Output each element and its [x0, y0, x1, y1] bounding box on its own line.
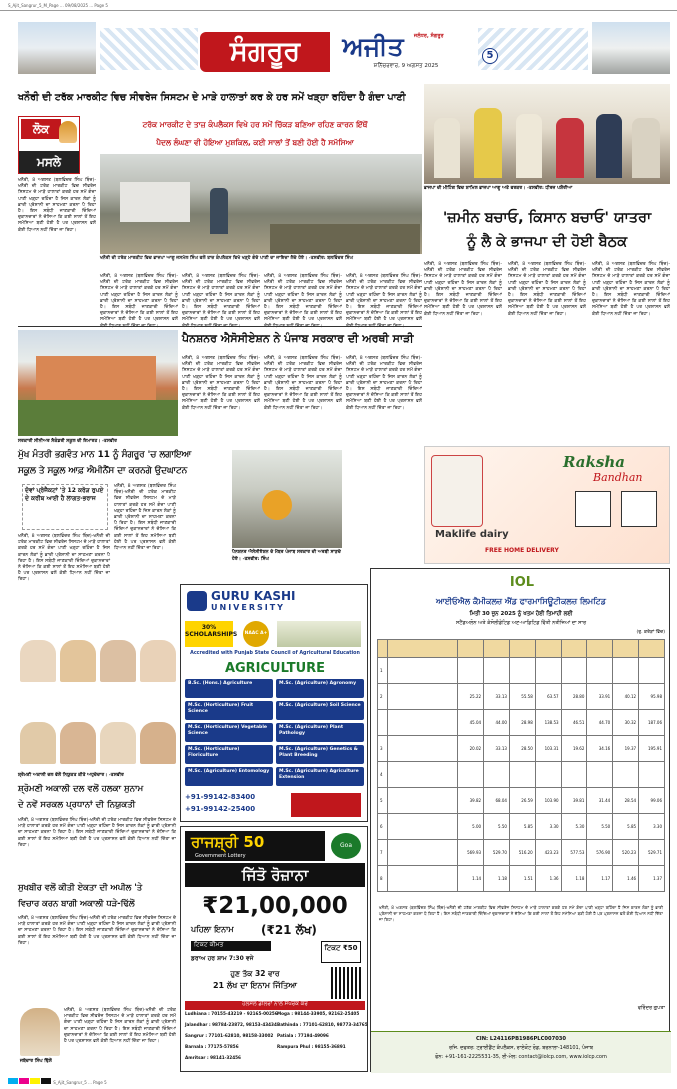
table-cell [484, 658, 510, 684]
table-row [378, 762, 665, 788]
table-cell: 1.37 [639, 866, 665, 892]
printer-strip: S_Ajit_Sangrur_5_M_Page ... 09/08/2025 ... Page 5 [8, 3, 108, 8]
gku-name: GURU KASHI [211, 589, 296, 603]
table-cell [388, 684, 458, 710]
badge-bottom: ਮਸਲੇ [19, 151, 79, 173]
school-photo [18, 330, 178, 436]
lottery-prizes-1: ਹੁਣ ਤੱਕ 32 ਵਾਰ [230, 969, 280, 978]
meeting-photo [424, 84, 670, 184]
table-cell: 187.06 [639, 710, 665, 736]
table-cell [388, 710, 458, 736]
table-cell: 40.12 [613, 684, 639, 710]
table-cell [458, 762, 484, 788]
table-cell: 516.20 [509, 840, 535, 866]
school-body-col-2: ਖਨੌਰੀ, 8 ਅਗਸਤ (ਬਲਵਿੰਦਰ ਸਿੰਘ ਥਿੰਦ)-ਖਨੌਰੀ ਦੀ ਟਰੱਕ ਮਾਰਕੀਟ ਵਿਚ ਸੀਵਰੇਜ ਸਿਸਟਮ ਦੇ ਮਾੜੇ ਹਾਲਾਤਾਂ ਕਰਕੇ ਹਰ ਸਮੇਂ ਗੰਦਾ ਪਾਣੀ ਖੜ੍ਹਾ ਰਹਿੰਦਾ ਹੈ ਜਿਸ ਕਾਰਨ ਲੋਕਾਂ ਨੂੰ ਭਾਰੀ ਪ੍ਰੇਸ਼ਾਨੀ ਦਾ ਸਾਹਮਣਾ ਕਰਨਾ ਪੈ ਰਿਹਾ ਹੈ। ਇਸ ਸਬੰਧੀ ਜਾਣਕਾਰੀ ਦਿੰਦਿਆਂ ਦੁਕਾਨਦਾਰਾਂ ਨੇ ਦੱਸਿਆ ਕਿ ਕਈ ਸਾਲਾਂ ਤੋਂ ਇਹ ਸਮੱਸਿਆ ਬਣੀ ਹੋਈ ਹੈ ਪਰ ਪ੍ਰਸ਼ਾਸਨ ਵਲੋਂ ਕੋਈ ਧਿਆਨ ਨਹੀਂ ਦਿੱਤਾ ਜਾ ਰਿਹਾ। [114, 484, 176, 552]
table-cell: 28.80 [561, 684, 587, 710]
meeting-headline-1: 'ਜ਼ਮੀਨ ਬਚਾਓ, ਕਿਸਾਨ ਬਚਾਓ' ਯਾਤਰਾ [442, 210, 652, 226]
gku-naac: NAAC A+ [243, 621, 269, 647]
masthead-city: ਸੰਗਰੂਰ [200, 32, 330, 72]
table-row [378, 840, 665, 866]
table-cell: 45.04 [458, 710, 484, 736]
table-cell [535, 658, 561, 684]
gku-course-list [185, 679, 365, 791]
iol-footer-contact: ਫੋਨ: +91-161-2225531-35, ਈ-ਮੇਲ: contact@iolcp.com, www.iolcp.com [435, 1054, 607, 1060]
admission-banner [291, 793, 361, 817]
sukhbir-headline-1: ਸੁਖਬੀਰ ਵਲੋਂ ਕੀਤੀ ਏਕਤਾ ਦੀ ਅਪੀਲ 'ਤੇ [18, 882, 143, 892]
lottery-dealer-list [185, 1011, 368, 1071]
akali-body: ਖਨੌਰੀ, 8 ਅਗਸਤ (ਬਲਵਿੰਦਰ ਸਿੰਘ ਥਿੰਦ)-ਖਨੌਰੀ ਦੀ ਟਰੱਕ ਮਾਰਕੀਟ ਵਿਚ ਸੀਵਰੇਜ ਸਿਸਟਮ ਦੇ ਮਾੜੇ ਹਾਲਾਤਾਂ ਕਰਕੇ ਹਰ ਸਮੇਂ ਗੰਦਾ ਪਾਣੀ ਖੜ੍ਹਾ ਰਹਿੰਦਾ ਹੈ ਜਿਸ ਕਾਰਨ ਲੋਕਾਂ ਨੂੰ ਭਾਰੀ ਪ੍ਰੇਸ਼ਾਨੀ ਦਾ ਸਾਹਮਣਾ ਕਰਨਾ ਪੈ ਰਿਹਾ ਹੈ। ਇਸ ਸਬੰਧੀ ਜਾਣਕਾਰੀ ਦਿੰਦਿਆਂ ਦੁਕਾਨਦਾਰਾਂ ਨੇ ਦੱਸਿਆ ਕਿ ਕਈ ਸਾਲਾਂ ਤੋਂ ਇਹ ਸਮੱਸਿਆ ਬਣੀ ਹੋਈ ਹੈ ਪਰ ਪ੍ਰਸ਼ਾਸਨ ਵਲੋਂ ਕੋਈ ਧਿਆਨ ਨਹੀਂ ਦਿੱਤਾ ਜਾ ਰਿਹਾ। [18, 818, 176, 848]
person-shape [434, 118, 460, 178]
table-cell: 577.53 [561, 840, 587, 866]
table-cell: 3 [378, 736, 388, 762]
campus-image [277, 621, 361, 647]
badge-top: ਲੋਕ [21, 119, 61, 139]
akali-photo-caption: ਸ਼੍ਰੋਮਣੀ ਅਕਾਲੀ ਦਲ ਵੱਲੋਂ ਨਿਯੁਕਤ ਕੀਤੇ ਅਹੁਦੇਦਾਰ। -ਤਸਵੀਰ [18, 773, 124, 778]
table-cell: 3.30 [535, 814, 561, 840]
person-shape [632, 118, 660, 178]
gku-phone-2: +91-99142-25400 [185, 805, 256, 813]
page-number: 5 [482, 48, 498, 64]
meeting-headline-2: ਨੂੰ ਲੈ ਕੇ ਭਾਜਪਾ ਦੀ ਹੋਈ ਬੈਠਕ [466, 234, 628, 250]
divider [0, 10, 677, 11]
table-cell [561, 658, 587, 684]
gku-course-item: M.Sc. (Agriculture) Plant Pathology [276, 723, 364, 742]
school-bullet [22, 484, 108, 530]
table-cell: 20.02 [458, 736, 484, 762]
person-shape [556, 118, 584, 178]
table-cell: 19.37 [613, 736, 639, 762]
akali-photos [18, 638, 176, 770]
table-header-cell [535, 640, 561, 658]
table-header-cell [639, 640, 665, 658]
lottery-ticket: ਟਿਕਟ ₹50 [321, 941, 361, 963]
person-shape [210, 188, 228, 234]
sukhbir-headline-2: ਵਿਚਾਰ ਕਰਨ ਬਾਗੀ ਅਕਾਲੀ ਧੜੇ-ਢਿੱਲੋਂ [18, 898, 135, 908]
sukhbir-portrait [20, 1008, 60, 1056]
table-cell [388, 814, 458, 840]
table-cell: 5.50 [484, 814, 510, 840]
table-cell: 33.13 [484, 736, 510, 762]
lead-body-col-2: ਖਨੌਰੀ, 8 ਅਗਸਤ (ਬਲਵਿੰਦਰ ਸਿੰਘ ਥਿੰਦ)-ਖਨੌਰੀ ਦੀ ਟਰੱਕ ਮਾਰਕੀਟ ਵਿਚ ਸੀਵਰੇਜ ਸਿਸਟਮ ਦੇ ਮਾੜੇ ਹਾਲਾਤਾਂ ਕਰਕੇ ਹਰ ਸਮੇਂ ਗੰਦਾ ਪਾਣੀ ਖੜ੍ਹਾ ਰਹਿੰਦਾ ਹੈ ਜਿਸ ਕਾਰਨ ਲੋਕਾਂ ਨੂੰ ਭਾਰੀ ਪ੍ਰੇਸ਼ਾਨੀ ਦਾ ਸਾਹਮਣਾ ਕਰਨਾ ਪੈ ਰਿਹਾ ਹੈ। ਇਸ ਸਬੰਧੀ ਜਾਣਕਾਰੀ ਦਿੰਦਿਆਂ ਦੁਕਾਨਦਾਰਾਂ ਨੇ ਦੱਸਿਆ ਕਿ ਕਈ ਸਾਲਾਂ ਤੋਂ ਇਹ ਸਮੱਸਿਆ ਬਣੀ ਹੋਈ ਹੈ ਪਰ ਪ੍ਰਸ਼ਾਸਨ ਵਲੋਂ [100, 274, 178, 323]
table-cell [388, 840, 458, 866]
lottery-first: ਪਹਿਲਾ ਇਨਾਮ [191, 925, 234, 934]
table-cell: 4 [378, 762, 388, 788]
raksha-text: Raksha [563, 453, 625, 471]
lead-body-col-5: ਖਨੌਰੀ, 8 ਅਗਸਤ (ਬਲਵਿੰਦਰ ਸਿੰਘ ਥਿੰਦ)-ਖਨੌਰੀ ਦੀ ਟਰੱਕ ਮਾਰਕੀਟ ਵਿਚ ਸੀਵਰੇਜ ਸਿਸਟਮ ਦੇ ਮਾੜੇ ਹਾਲਾਤਾਂ ਕਰਕੇ ਹਰ ਸਮੇਂ ਗੰਦਾ ਪਾਣੀ ਖੜ੍ਹਾ ਰਹਿੰਦਾ ਹੈ ਜਿਸ ਕਾਰਨ ਲੋਕਾਂ ਨੂੰ ਭਾਰੀ ਪ੍ਰੇਸ਼ਾਨੀ ਦਾ ਸਾਹਮਣਾ ਕਰਨਾ ਪੈ ਰਿਹਾ ਹੈ। ਇਸ ਸਬੰਧੀ ਜਾਣਕਾਰੀ ਦਿੰਦਿਆਂ ਦੁਕਾਨਦਾਰਾਂ ਨੇ ਦੱਸਿਆ ਕਿ ਕਈ ਸਾਲਾਂ ਤੋਂ ਇਹ ਸਮੱਸਿਆ ਬਣੀ ਹੋਈ ਹੈ ਪਰ ਪ੍ਰਸ਼ਾਸਨ ਵਲੋਂ [346, 274, 422, 323]
table-cell: 39.81 [561, 788, 587, 814]
table-cell: 103.31 [535, 736, 561, 762]
pension-headline: ਪੈਨਸ਼ਨਰ ਐਸੋਸੀਏਸ਼ਨ ਨੇ ਪੰਜਾਬ ਸਰਕਾਰ ਦੀ ਅਰਥੀ ਸਾੜੀ [182, 332, 414, 345]
table-cell: 30.32 [613, 710, 639, 736]
portrait [140, 640, 176, 682]
table-header-cell [587, 640, 613, 658]
portrait [100, 640, 136, 682]
table-cell: 1.46 [613, 866, 639, 892]
table-cell [388, 866, 458, 892]
meeting-body-col-1: ਖਨੌਰੀ, 8 ਅਗਸਤ (ਬਲਵਿੰਦਰ ਸਿੰਘ ਥਿੰਦ)-ਖਨੌਰੀ ਦੀ ਟਰੱਕ ਮਾਰਕੀਟ ਵਿਚ ਸੀਵਰੇਜ ਸਿਸਟਮ ਦੇ ਮਾੜੇ ਹਾਲਾਤਾਂ ਕਰਕੇ ਹਰ ਸਮੇਂ ਗੰਦਾ ਪਾਣੀ ਖੜ੍ਹਾ ਰਹਿੰਦਾ ਹੈ ਜਿਸ ਕਾਰਨ ਲੋਕਾਂ ਨੂੰ ਭਾਰੀ ਪ੍ਰੇਸ਼ਾਨੀ ਦਾ ਸਾਹਮਣਾ ਕਰਨਾ ਪੈ ਰਿਹਾ ਹੈ। ਇਸ ਸਬੰਧੀ ਜਾਣਕਾਰੀ ਦਿੰਦਿਆਂ ਦੁਕਾਨਦਾਰਾਂ ਨੇ ਦੱਸਿਆ ਕਿ ਕਈ ਸਾਲਾਂ ਤੋਂ ਇਹ ਸਮੱਸਿਆ ਬਣੀ ਹੋਈ ਹੈ ਪਰ ਪ੍ਰਸ਼ਾਸਨ ਵਲੋਂ ਕੋਈ ਧਿਆਨ ਨਹੀਂ ਦਿੱਤਾ ਜਾ ਰਿਹਾ। [424, 262, 502, 317]
lead-deck-2: ਪੈਦਲ ਲੰਘਣਾ ਵੀ ਹੋਇਆ ਮੁਸ਼ਕਿਲ, ਕਈ ਸਾਲਾਂ ਤੋਂ ਬਣੀ ਹੋਈ ਹੈ ਸਮੱਸਿਆ [156, 138, 354, 147]
table-cell: 195.91 [639, 736, 665, 762]
lead-photo [100, 154, 422, 254]
table-cell: 6 [378, 814, 388, 840]
lottery-dealer-line: Moga : 98144-33905, 92162-25405 [277, 1011, 360, 1016]
akali-headline-1: ਸ਼੍ਰੋਮਣੀ ਅਕਾਲੀ ਦਲ ਵਲੋਂ ਹਲਕਾ ਸੁਨਾਮ [18, 784, 144, 794]
masthead-photo-right [592, 22, 670, 74]
table-cell [561, 762, 587, 788]
gku-scholar: 30% SCHOLARSHIPS [185, 621, 233, 647]
meeting-body-col-3: ਖਨੌਰੀ, 8 ਅਗਸਤ (ਬਲਵਿੰਦਰ ਸਿੰਘ ਥਿੰਦ)-ਖਨੌਰੀ ਦੀ ਟਰੱਕ ਮਾਰਕੀਟ ਵਿਚ ਸੀਵਰੇਜ ਸਿਸਟਮ ਦੇ ਮਾੜੇ ਹਾਲਾਤਾਂ ਕਰਕੇ ਹਰ ਸਮੇਂ ਗੰਦਾ ਪਾਣੀ ਖੜ੍ਹਾ ਰਹਿੰਦਾ ਹੈ ਜਿਸ ਕਾਰਨ ਲੋਕਾਂ ਨੂੰ ਭਾਰੀ ਪ੍ਰੇਸ਼ਾਨੀ ਦਾ ਸਾਹਮਣਾ ਕਰਨਾ ਪੈ ਰਿਹਾ ਹੈ। ਇਸ ਸਬੰਧੀ ਜਾਣਕਾਰੀ ਦਿੰਦਿਆਂ ਦੁਕਾਨਦਾਰਾਂ ਨੇ ਦੱਸਿਆ ਕਿ ਕਈ ਸਾਲਾਂ ਤੋਂ ਇਹ ਸਮੱਸਿਆ ਬਣੀ ਹੋਈ ਹੈ ਪਰ ਪ੍ਰਸ਼ਾਸਨ ਵਲੋਂ ਕੋਈ ਧਿਆਨ ਨਹੀਂ ਦਿੱਤਾ ਜਾ ਰਿਹਾ। [592, 262, 670, 317]
lottery-prizes-2: 21 ਲੱਖ ਦਾ ਇਨਾਮ ਜਿੱਤਿਆ [212, 981, 298, 990]
qr-code-icon [621, 491, 657, 527]
gku-course-item: M.Sc. (Agriculture) Soil Science [276, 701, 364, 720]
iol-notes: ਖਨੌਰੀ, 8 ਅਗਸਤ (ਬਲਵਿੰਦਰ ਸਿੰਘ ਥਿੰਦ)-ਖਨੌਰੀ ਦੀ ਟਰੱਕ ਮਾਰਕੀਟ ਵਿਚ ਸੀਵਰੇਜ ਸਿਸਟਮ ਦੇ ਮਾੜੇ ਹਾਲਾਤਾਂ ਕਰਕੇ ਹਰ ਸਮੇਂ ਗੰਦਾ ਪਾਣੀ ਖੜ੍ਹਾ ਰਹਿੰਦਾ ਹੈ ਜਿਸ ਕਾਰਨ ਲੋਕਾਂ ਨੂੰ ਭਾਰੀ ਪ੍ਰੇਸ਼ਾਨੀ ਦਾ ਸਾਹਮਣਾ ਕਰਨਾ ਪੈ ਰਿਹਾ ਹੈ। ਇਸ ਸਬੰਧੀ ਜਾਣਕਾਰੀ ਦਿੰਦਿਆਂ ਦੁਕਾਨਦਾਰਾਂ ਨੇ ਦੱਸਿਆ ਕਿ ਕਈ ਸਾਲਾਂ ਤੋਂ ਇਹ ਸਮੱਸਿਆ ਬਣੀ ਹੋਈ ਹੈ ਪਰ ਪ੍ਰਸ਼ਾਸਨ ਵਲੋਂ ਕੋਈ ਧਿਆਨ ਨਹੀਂ ਦਿੱਤਾ ਜਾ ਰਿਹਾ। [379, 905, 663, 922]
table-cell: 44.70 [587, 710, 613, 736]
masthead-date: ਸ਼ਨਿੱਚਰਵਾਰ, 9 ਅਗਸਤ 2025 [373, 63, 439, 69]
school-body-col-1: ਖਨੌਰੀ, 8 ਅਗਸਤ (ਬਲਵਿੰਦਰ ਸਿੰਘ ਥਿੰਦ)-ਖਨੌਰੀ ਦੀ ਟਰੱਕ ਮਾਰਕੀਟ ਵਿਚ ਸੀਵਰੇਜ ਸਿਸਟਮ ਦੇ ਮਾੜੇ ਹਾਲਾਤਾਂ ਕਰਕੇ ਹਰ ਸਮੇਂ ਗੰਦਾ ਪਾਣੀ ਖੜ੍ਹਾ ਰਹਿੰਦਾ ਹੈ ਜਿਸ ਕਾਰਨ ਲੋਕਾਂ ਨੂੰ ਭਾਰੀ ਪ੍ਰੇਸ਼ਾਨੀ ਦਾ ਸਾਹਮਣਾ ਕਰਨਾ ਪੈ ਰਿਹਾ ਹੈ। ਇਸ ਸਬੰਧੀ ਜਾਣਕਾਰੀ ਦਿੰਦਿਆਂ ਦੁਕਾਨਦਾਰਾਂ ਨੇ ਦੱਸਿਆ ਕਿ ਕਈ ਸਾਲਾਂ ਤੋਂ ਇਹ ਸਮੱਸਿਆ ਬਣੀ ਹੋਈ ਹੈ ਪਰ ਪ੍ਰਸ਼ਾਸਨ ਵਲੋਂ ਕੋਈ ਧਿਆਨ ਨਹੀਂ ਦਿੱਤਾ ਜਾ ਰਿਹਾ। [18, 534, 110, 583]
table-cell: 46.51 [561, 710, 587, 736]
sukhbir-body-2: ਖਨੌਰੀ, 8 ਅਗਸਤ (ਬਲਵਿੰਦਰ ਸਿੰਘ ਥਿੰਦ)-ਖਨੌਰੀ ਦੀ ਟਰੱਕ ਮਾਰਕੀਟ ਵਿਚ ਸੀਵਰੇਜ ਸਿਸਟਮ ਦੇ ਮਾੜੇ ਹਾਲਾਤਾਂ ਕਰਕੇ ਹਰ ਸਮੇਂ ਗੰਦਾ ਪਾਣੀ ਖੜ੍ਹਾ ਰਹਿੰਦਾ ਹੈ ਜਿਸ ਕਾਰਨ ਲੋਕਾਂ ਨੂੰ ਭਾਰੀ ਪ੍ਰੇਸ਼ਾਨੀ ਦਾ ਸਾਹਮਣਾ ਕਰਨਾ ਪੈ ਰਿਹਾ ਹੈ। ਇਸ ਸਬੰਧੀ ਜਾਣਕਾਰੀ ਦਿੰਦਿਆਂ ਦੁਕਾਨਦਾਰਾਂ ਨੇ ਦੱਸਿਆ ਕਿ ਕਈ ਸਾਲਾਂ ਤੋਂ ਇਹ ਸਮੱਸਿਆ ਬਣੀ ਹੋਈ ਹੈ ਪਰ ਪ੍ਰਸ਼ਾਸਨ ਵਲੋਂ ਕੋਈ ਧਿਆਨ ਨਹੀਂ ਦਿੱਤਾ ਜਾ ਰਿਹਾ। [64, 1008, 176, 1045]
table-cell [639, 762, 665, 788]
gku-course-item: M.Sc. (Agriculture) Agronomy [276, 679, 364, 698]
iol-logo: IOL [509, 575, 535, 590]
gku-name-2: UNIVERSITY [211, 603, 285, 612]
table-row [378, 736, 665, 762]
divider [18, 326, 422, 327]
gku-course-item: M.Sc. (Agriculture) Entomology [185, 767, 273, 786]
bullet-text: ਦੋਵਾਂ ਪ੍ਰੋਜੈਕਟਾਂ 'ਤੇ 12 ਕਰੋੜ ਰੁਪਏ ਦੇ ਕਰੀਬ ਆਈ ਹੈ ਲਾਗਤ-ਭਰਾਜ [25, 487, 104, 502]
portrait [60, 640, 96, 682]
gku-phone-1: +91-99142-83400 [185, 793, 256, 801]
sukhbir-caption: ਜਥੇਦਾਰ ਸਿੰਘ ਢਿੱਲੋਂ [20, 1059, 52, 1064]
lead-photo-caption: ਖਨੌਰੀ ਦੀ ਟਰੱਕ ਮਾਰਕੀਟ ਵਿਚ ਭਾਜਪਾ ਆਗੂ ਜਸਮੇਲ ਸਿੰਘ ਵਲੋਂ ਤਾਜ਼ ਕੰਪਲੈਕਸ ਵਿਖੇ ਖੜ੍ਹੇ ਗੰਦੇ ਪਾਣੀ ਦਾ ਜਾਇਜ਼ਾ ਲੈਂਦੇ ਹੋਏ। -ਤਸਵੀਰ: ਬਲਵਿੰਦਰ ਸਿੰਘ [100, 256, 354, 261]
table-row [378, 710, 665, 736]
iol-footer-cin: CIN: L24116PB1986PLC007030 [475, 1036, 567, 1042]
table-row [378, 788, 665, 814]
table-cell [587, 658, 613, 684]
table-cell: 5.00 [458, 814, 484, 840]
table-cell [458, 658, 484, 684]
table-cell: 1.14 [458, 866, 484, 892]
iol-results-table [377, 639, 665, 892]
lead-headline [18, 92, 418, 110]
table-cell: 19.62 [561, 736, 587, 762]
masthead-pattern-left [100, 28, 198, 70]
black-swatch [41, 1078, 51, 1084]
masthead [0, 14, 677, 76]
table-cell: 44.00 [484, 710, 510, 736]
delivery-text: FREE HOME DELIVERY [485, 547, 559, 554]
pension-photo [232, 450, 342, 548]
meeting-photo-caption: ਭਾਜਪਾ ਦੀ ਮੀਟਿੰਗ ਵਿਚ ਸ਼ਾਮਿਲ ਭਾਜਪਾ ਆਗੂ ਅਤੇ ਵਰਕਰ। -ਤਸਵੀਰ: ਧੀਰਜ ਪਸ਼ੌਰੀਆ [424, 186, 573, 191]
table-cell: 31.44 [587, 788, 613, 814]
university-logo-icon [187, 591, 207, 611]
table-cell: 5.85 [613, 814, 639, 840]
table-cell: 33.91 [587, 684, 613, 710]
iol-signatory: ਵਰਿੰਦਰ ਗੁਪਤਾ [637, 1005, 665, 1011]
table-cell: 39.82 [458, 788, 484, 814]
lottery-brand: ਰਾਜਸ਼੍ਰੀ 50 [185, 831, 325, 853]
masthead-photo-left [18, 22, 96, 74]
iol-period: ਮਿਤੀ 30 ਜੂਨ 2025 ਨੂੰ ਖਤਮ ਹੋਈ ਤਿਮਾਹੀ ਲਈ [469, 611, 573, 617]
cyan-swatch [8, 1078, 18, 1084]
puddle-shape [270, 224, 420, 254]
lottery-dealer-line: Patiala : 77194-49096 [277, 1033, 329, 1038]
table-cell [613, 658, 639, 684]
iol-ad [370, 568, 670, 1072]
pension-body-col-3: ਖਨੌਰੀ, 8 ਅਗਸਤ (ਬਲਵਿੰਦਰ ਸਿੰਘ ਥਿੰਦ)-ਖਨੌਰੀ ਦੀ ਟਰੱਕ ਮਾਰਕੀਟ ਵਿਚ ਸੀਵਰੇਜ ਸਿਸਟਮ ਦੇ ਮਾੜੇ ਹਾਲਾਤਾਂ ਕਰਕੇ ਹਰ ਸਮੇਂ ਗੰਦਾ ਪਾਣੀ ਖੜ੍ਹਾ ਰਹਿੰਦਾ ਹੈ ਜਿਸ ਕਾਰਨ ਲੋਕਾਂ ਨੂੰ ਭਾਰੀ ਪ੍ਰੇਸ਼ਾਨੀ ਦਾ ਸਾਹਮਣਾ ਕਰਨਾ ਪੈ ਰਿਹਾ ਹੈ। ਇਸ ਸਬੰਧੀ ਜਾਣਕਾਰੀ ਦਿੰਦਿਆਂ ਦੁਕਾਨਦਾਰਾਂ ਨੇ ਦੱਸਿਆ ਕਿ ਕਈ ਸਾਲਾਂ ਤੋਂ ਇਹ ਸਮੱਸਿਆ ਬਣੀ ਹੋਈ ਹੈ ਪਰ ਪ੍ਰਸ਼ਾਸਨ ਵਲੋਂ ਕੋਈ ਧਿਆਨ ਨਹੀਂ ਦਿੱਤਾ ਜਾ ਰਿਹਾ। [346, 356, 422, 411]
iol-footer-address: ਰਜਿ. ਦਫਤਰ: ਟ੍ਰਾਈਡੈਂਟ ਕੰਪਲੈਕਸ, ਰਾਏਕੋਟ ਰੋਡ, ਬਰਨਾਲਾ-148101, ਪੰਜਾਬ [449, 1045, 593, 1051]
masthead-sub: ਜਲੰਧਰ, ਸੰਗਰੂਰ [414, 33, 444, 39]
table-cell: 55.58 [509, 684, 535, 710]
person-shape [474, 108, 502, 178]
table-cell: 1.51 [509, 866, 535, 892]
lead-body-col-3: ਖਨੌਰੀ, 8 ਅਗਸਤ (ਬਲਵਿੰਦਰ ਸਿੰਘ ਥਿੰਦ)-ਖਨੌਰੀ ਦੀ ਟਰੱਕ ਮਾਰਕੀਟ ਵਿਚ ਸੀਵਰੇਜ ਸਿਸਟਮ ਦੇ ਮਾੜੇ ਹਾਲਾਤਾਂ ਕਰਕੇ ਹਰ ਸਮੇਂ ਗੰਦਾ ਪਾਣੀ ਖੜ੍ਹਾ ਰਹਿੰਦਾ ਹੈ ਜਿਸ ਕਾਰਨ ਲੋਕਾਂ ਨੂੰ ਭਾਰੀ ਪ੍ਰੇਸ਼ਾਨੀ ਦਾ ਸਾਹਮਣਾ ਕਰਨਾ ਪੈ ਰਿਹਾ ਹੈ। ਇਸ ਸਬੰਧੀ ਜਾਣਕਾਰੀ ਦਿੰਦਿਆਂ ਦੁਕਾਨਦਾਰਾਂ ਨੇ ਦੱਸਿਆ ਕਿ ਕਈ ਸਾਲਾਂ ਤੋਂ ਇਹ ਸਮੱਸਿਆ ਬਣੀ ਹੋਈ ਹੈ ਪਰ ਪ੍ਰਸ਼ਾਸਨ ਵਲੋਂ [182, 274, 260, 323]
dairy-brand: Maklife dairy [435, 529, 509, 540]
table-cell: 95.98 [639, 684, 665, 710]
lottery-draw: ਡਰਾਅ ਹਰ ਸ਼ਾਮ 7:30 ਵਜੇ [191, 955, 254, 962]
gku-title: AGRICULTURE [224, 661, 326, 676]
lead-body-col-1: ਖਨੌਰੀ, 8 ਅਗਸਤ (ਬਲਵਿੰਦਰ ਸਿੰਘ ਥਿੰਦ)-ਖਨੌਰੀ ਦੀ ਟਰੱਕ ਮਾਰਕੀਟ ਵਿਚ ਸੀਵਰੇਜ ਸਿਸਟਮ ਦੇ ਮਾੜੇ ਹਾਲਾਤਾਂ ਕਰਕੇ ਹਰ ਸਮੇਂ ਗੰਦਾ ਪਾਣੀ ਖੜ੍ਹਾ ਰਹਿੰਦਾ ਹੈ ਜਿਸ ਕਾਰਨ ਲੋਕਾਂ ਨੂੰ ਭਾਰੀ ਪ੍ਰੇਸ਼ਾਨੀ ਦਾ ਸਾਹਮਣਾ ਕਰਨਾ ਪੈ ਰਿਹਾ ਹੈ। ਇਸ ਸਬੰਧੀ ਜਾਣਕਾਰੀ ਦਿੰਦਿਆਂ ਦੁਕਾਨਦਾਰਾਂ ਨੇ ਦੱਸਿਆ ਕਿ ਕਈ ਸਾਲਾਂ ਤੋਂ ਇਹ ਸਮੱਸਿਆ ਬਣੀ ਹੋਈ ਹੈ ਪਰ ਪ੍ਰਸ਼ਾਸਨ ਵਲੋਂ ਕੋਈ ਧਿਆਨ ਨਹੀਂ ਦਿੱਤਾ ਜਾ ਰਿਹਾ। [18, 178, 96, 233]
lottery-dealers: ਹੋਲਸੇਲ ਡੀਲਰਾਂ ਨਾਲ ਸੰਪਰਕ ਕਰੋ [185, 1001, 365, 1010]
table-row [378, 866, 665, 892]
person-shape [596, 114, 622, 178]
table-cell: 1.17 [587, 866, 613, 892]
gku-course-item: B.Sc. (Hons.) Agriculture [185, 679, 273, 698]
table-cell: 1.18 [561, 866, 587, 892]
table-cell: 34.16 [587, 736, 613, 762]
school-photo-caption: ਸਰਕਾਰੀ ਸੀਨੀਅਰ ਸੈਕੰਡਰੀ ਸਕੂਲ ਦੀ ਇਮਾਰਤ। -ਤਸਵੀਰ [18, 439, 118, 444]
lottery-win-daily: ਜਿੱਤੋ ਰੋਜ਼ਾਨਾ [185, 863, 365, 887]
lottery-lakh: (₹21 ਲੱਖ) [261, 923, 317, 937]
person-shape [516, 114, 542, 178]
qr-code-icon [331, 967, 363, 999]
school-headline-2: ਸਕੂਲ ਤੇ ਸਕੂਲ ਆਫ਼ ਐਮੀਨੈਂਸ ਦਾ ਕਰਨਗੇ ਉਦਘਾਟਨ [18, 466, 188, 476]
sukhbir-body: ਖਨੌਰੀ, 8 ਅਗਸਤ (ਬਲਵਿੰਦਰ ਸਿੰਘ ਥਿੰਦ)-ਖਨੌਰੀ ਦੀ ਟਰੱਕ ਮਾਰਕੀਟ ਵਿਚ ਸੀਵਰੇਜ ਸਿਸਟਮ ਦੇ ਮਾੜੇ ਹਾਲਾਤਾਂ ਕਰਕੇ ਹਰ ਸਮੇਂ ਗੰਦਾ ਪਾਣੀ ਖੜ੍ਹਾ ਰਹਿੰਦਾ ਹੈ ਜਿਸ ਕਾਰਨ ਲੋਕਾਂ ਨੂੰ ਭਾਰੀ ਪ੍ਰੇਸ਼ਾਨੀ ਦਾ ਸਾਹਮਣਾ ਕਰਨਾ ਪੈ ਰਿਹਾ ਹੈ। ਇਸ ਸਬੰਧੀ ਜਾਣਕਾਰੀ ਦਿੰਦਿਆਂ ਦੁਕਾਨਦਾਰਾਂ ਨੇ ਦੱਸਿਆ ਕਿ ਕਈ ਸਾਲਾਂ ਤੋਂ ਇਹ ਸਮੱਸਿਆ ਬਣੀ ਹੋਈ ਹੈ ਪਰ ਪ੍ਰਸ਼ਾਸਨ ਵਲੋਂ ਕੋਈ ਧਿਆਨ ਨਹੀਂ ਦਿੱਤਾ ਜਾ ਰਿਹਾ। [18, 916, 176, 946]
table-cell [388, 658, 458, 684]
milk-pack-shape [431, 455, 483, 527]
table-header-cell [509, 640, 535, 658]
table-cell: 103.90 [535, 788, 561, 814]
table-cell: 99.06 [639, 788, 665, 814]
lead-deck-1: ਟਰੱਕ ਮਾਰਕੀਟ ਦੇ ਤਾਜ਼ ਕੰਪਲੈਕਸ ਵਿਖੇ ਹਰ ਸਮੇਂ ਚਿੱਕੜ ਬਣਿਆ ਰਹਿਣ ਕਾਰਨ ਇੱਥੋਂ [142, 120, 368, 129]
table-cell: 7 [378, 840, 388, 866]
table-cell: 1.36 [535, 866, 561, 892]
portrait [140, 722, 176, 764]
lottery-prize: ₹21,00,000 [202, 893, 348, 919]
lottery-ad [180, 826, 368, 1072]
table-cell: 28.98 [509, 710, 535, 736]
iol-results: ਸਟੈਂਡਅਲੋਨ ਅਤੇ ਕੰਸੋਲੀਡੇਟਿਡ ਅਣ-ਆਡਿਟਿਡ ਵਿੱਤੀ ਨਤੀਜਿਆਂ ਦਾ ਸਾਰ [455, 620, 587, 626]
table-cell: 576.90 [587, 840, 613, 866]
table-row [378, 658, 665, 684]
cartoon-icon [59, 121, 77, 143]
table-cell: 5 [378, 788, 388, 814]
magenta-swatch [19, 1078, 29, 1084]
fire-shape [262, 490, 292, 520]
table-cell: 520.23 [613, 840, 639, 866]
lawn-shape [18, 400, 178, 436]
table-cell [509, 762, 535, 788]
table-cell [639, 658, 665, 684]
building-shape [36, 356, 156, 402]
qr-code-icon [575, 491, 611, 527]
gku-course-item: M.Sc. (Agriculture) Genetics & Plant Breeding [276, 745, 364, 764]
lead-headline-text: ਖਨੌਰੀ ਦੀ ਟਰੱਕ ਮਾਰਕੀਟ ਵਿਚ ਸੀਵਰੇਜ ਸਿਸਟਮ ਦੇ ਮਾੜੇ ਹਾਲਾਤਾਂ ਕਰ ਕੇ ਹਰ ਸਮੇਂ ਖੜ੍ਹਾ ਰਹਿੰਦਾ ਹੈ ਗੰਦਾ ਪਾਣੀ [18, 92, 406, 103]
table-cell: 28.54 [613, 788, 639, 814]
bottom-strip-text: S_Ajit_Sangrur_5 ... Page 5 [53, 1080, 107, 1085]
table-cell [388, 736, 458, 762]
table-cell: 529.70 [484, 840, 510, 866]
table-cell: 8 [378, 866, 388, 892]
table-cell: 26.59 [509, 788, 535, 814]
gku-course-item: M.Sc. (Horticulture) Floriculture [185, 745, 273, 764]
table-header-cell [613, 640, 639, 658]
table-cell [587, 762, 613, 788]
portrait [20, 640, 56, 682]
lottery-mrp: ਟਿਕਟ ਕੀਮਤ [191, 941, 271, 951]
table-row [378, 814, 665, 840]
masthead-paper-name: ਅਜੀਤ [342, 32, 404, 61]
lottery-sub: Government Lottery [185, 853, 325, 861]
table-header-row [378, 640, 665, 658]
table-header-cell [458, 640, 484, 658]
table-cell [378, 710, 388, 736]
table-cell: 25.22 [458, 684, 484, 710]
table-cell: 5.50 [587, 814, 613, 840]
guru-kashi-ad [180, 584, 368, 822]
gku-course-item: M.Sc. (Horticulture) Vegetable Science [185, 723, 273, 742]
table-cell: 138.53 [535, 710, 561, 736]
lottery-dealer-line: Rampura Phul : 98155-36891 [277, 1044, 346, 1049]
table-cell: 28.50 [509, 736, 535, 762]
lottery-dealer-line: Ludhiana : 70155-43219 - 92165-00256 [185, 1011, 278, 1016]
table-cell: 529.71 [639, 840, 665, 866]
portrait [100, 722, 136, 764]
pension-body-col-1: ਖਨੌਰੀ, 8 ਅਗਸਤ (ਬਲਵਿੰਦਰ ਸਿੰਘ ਥਿੰਦ)-ਖਨੌਰੀ ਦੀ ਟਰੱਕ ਮਾਰਕੀਟ ਵਿਚ ਸੀਵਰੇਜ ਸਿਸਟਮ ਦੇ ਮਾੜੇ ਹਾਲਾਤਾਂ ਕਰਕੇ ਹਰ ਸਮੇਂ ਗੰਦਾ ਪਾਣੀ ਖੜ੍ਹਾ ਰਹਿੰਦਾ ਹੈ ਜਿਸ ਕਾਰਨ ਲੋਕਾਂ ਨੂੰ ਭਾਰੀ ਪ੍ਰੇਸ਼ਾਨੀ ਦਾ ਸਾਹਮਣਾ ਕਰਨਾ ਪੈ ਰਿਹਾ ਹੈ। ਇਸ ਸਬੰਧੀ ਜਾਣਕਾਰੀ ਦਿੰਦਿਆਂ ਦੁਕਾਨਦਾਰਾਂ ਨੇ ਦੱਸਿਆ ਕਿ ਕਈ ਸਾਲਾਂ ਤੋਂ ਇਹ ਸਮੱਸਿਆ ਬਣੀ ਹੋਈ ਹੈ ਪਰ ਪ੍ਰਸ਼ਾਸਨ ਵਲੋਂ ਕੋਈ ਧਿਆਨ ਨਹੀਂ ਦਿੱਤਾ ਜਾ ਰਿਹਾ। [182, 356, 260, 411]
table-header-cell [378, 640, 388, 658]
table-cell: 5.85 [509, 814, 535, 840]
dairy-ad [424, 446, 670, 564]
iol-company: ਆਈਓਐਲ ਕੈਮੀਕਲਜ਼ ਐਂਡ ਫਾਰਮਾਸਿਊਟੀਕਲਜ਼ ਲਿਮਟਿਡ [435, 597, 606, 606]
table-header-cell [388, 640, 458, 658]
table-cell: 33.13 [484, 684, 510, 710]
yellow-swatch [30, 1078, 40, 1084]
table-cell: 3.30 [639, 814, 665, 840]
table-cell: 1 [378, 658, 388, 684]
table-cell [509, 658, 535, 684]
table-cell [535, 762, 561, 788]
table-cell: 63.57 [535, 684, 561, 710]
table-cell: 5.30 [561, 814, 587, 840]
portrait [60, 722, 96, 764]
bandhan-text: Bandhan [593, 471, 643, 484]
table-cell [613, 762, 639, 788]
table-header-cell [561, 640, 587, 658]
gku-course-item: M.Sc. (Horticulture) Fruit Science [185, 701, 273, 720]
table-header-cell [484, 640, 510, 658]
iol-unit: (ਰੁ. ਕਰੋੜਾਂ ਵਿੱਚ) [636, 630, 665, 635]
lottery-dealer-line: Jalandhar : 98784-23872, 98153-43434 [185, 1022, 277, 1027]
lottery-dealer-line: Barnala : 77175-57856 [185, 1044, 239, 1049]
goa-badge: Goa [331, 833, 361, 859]
table-cell [388, 788, 458, 814]
table-row [378, 684, 665, 710]
pension-body-col-2: ਖਨੌਰੀ, 8 ਅਗਸਤ (ਬਲਵਿੰਦਰ ਸਿੰਘ ਥਿੰਦ)-ਖਨੌਰੀ ਦੀ ਟਰੱਕ ਮਾਰਕੀਟ ਵਿਚ ਸੀਵਰੇਜ ਸਿਸਟਮ ਦੇ ਮਾੜੇ ਹਾਲਾਤਾਂ ਕਰਕੇ ਹਰ ਸਮੇਂ ਗੰਦਾ ਪਾਣੀ ਖੜ੍ਹਾ ਰਹਿੰਦਾ ਹੈ ਜਿਸ ਕਾਰਨ ਲੋਕਾਂ ਨੂੰ ਭਾਰੀ ਪ੍ਰੇਸ਼ਾਨੀ ਦਾ ਸਾਹਮਣਾ ਕਰਨਾ ਪੈ ਰਿਹਾ ਹੈ। ਇਸ ਸਬੰਧੀ ਜਾਣਕਾਰੀ ਦਿੰਦਿਆਂ ਦੁਕਾਨਦਾਰਾਂ ਨੇ ਦੱਸਿਆ ਕਿ ਕਈ ਸਾਲਾਂ ਤੋਂ ਇਹ ਸਮੱਸਿਆ ਬਣੀ ਹੋਈ ਹੈ ਪਰ ਪ੍ਰਸ਼ਾਸਨ ਵਲੋਂ ਕੋਈ ਧਿਆਨ ਨਹੀਂ ਦਿੱਤਾ ਜਾ ਰਿਹਾ। [264, 356, 342, 411]
table-cell: 2 [378, 684, 388, 710]
bottom-strip [8, 1078, 668, 1086]
table-cell: 68.04 [484, 788, 510, 814]
table-cell: 569.93 [458, 840, 484, 866]
lottery-dealer-line: Sangrur : 77101-62810, 98158-33002 [185, 1033, 274, 1038]
akali-headline-2: ਦੇ ਨਵੇਂ ਸਰਕਲ ਪ੍ਰਧਾਨਾਂ ਦੀ ਨਿਯੁਕਤੀ [18, 800, 136, 810]
table-cell [484, 762, 510, 788]
table-cell: 1.18 [484, 866, 510, 892]
lottery-dealer-line: Bathinda : 77101-62810, 98773-34765 [277, 1022, 368, 1027]
lok-masle-badge [18, 116, 80, 174]
meeting-body-col-2: ਖਨੌਰੀ, 8 ਅਗਸਤ (ਬਲਵਿੰਦਰ ਸਿੰਘ ਥਿੰਦ)-ਖਨੌਰੀ ਦੀ ਟਰੱਕ ਮਾਰਕੀਟ ਵਿਚ ਸੀਵਰੇਜ ਸਿਸਟਮ ਦੇ ਮਾੜੇ ਹਾਲਾਤਾਂ ਕਰਕੇ ਹਰ ਸਮੇਂ ਗੰਦਾ ਪਾਣੀ ਖੜ੍ਹਾ ਰਹਿੰਦਾ ਹੈ ਜਿਸ ਕਾਰਨ ਲੋਕਾਂ ਨੂੰ ਭਾਰੀ ਪ੍ਰੇਸ਼ਾਨੀ ਦਾ ਸਾਹਮਣਾ ਕਰਨਾ ਪੈ ਰਿਹਾ ਹੈ। ਇਸ ਸਬੰਧੀ ਜਾਣਕਾਰੀ ਦਿੰਦਿਆਂ ਦੁਕਾਨਦਾਰਾਂ ਨੇ ਦੱਸਿਆ ਕਿ ਕਈ ਸਾਲਾਂ ਤੋਂ ਇਹ ਸਮੱਸਿਆ ਬਣੀ ਹੋਈ ਹੈ ਪਰ ਪ੍ਰਸ਼ਾਸਨ ਵਲੋਂ ਕੋਈ ਧਿਆਨ ਨਹੀਂ ਦਿੱਤਾ ਜਾ ਰਿਹਾ। [508, 262, 586, 317]
lead-body-col-4: ਖਨੌਰੀ, 8 ਅਗਸਤ (ਬਲਵਿੰਦਰ ਸਿੰਘ ਥਿੰਦ)-ਖਨੌਰੀ ਦੀ ਟਰੱਕ ਮਾਰਕੀਟ ਵਿਚ ਸੀਵਰੇਜ ਸਿਸਟਮ ਦੇ ਮਾੜੇ ਹਾਲਾਤਾਂ ਕਰਕੇ ਹਰ ਸਮੇਂ ਗੰਦਾ ਪਾਣੀ ਖੜ੍ਹਾ ਰਹਿੰਦਾ ਹੈ ਜਿਸ ਕਾਰਨ ਲੋਕਾਂ ਨੂੰ ਭਾਰੀ ਪ੍ਰੇਸ਼ਾਨੀ ਦਾ ਸਾਹਮਣਾ ਕਰਨਾ ਪੈ ਰਿਹਾ ਹੈ। ਇਸ ਸਬੰਧੀ ਜਾਣਕਾਰੀ ਦਿੰਦਿਆਂ ਦੁਕਾਨਦਾਰਾਂ ਨੇ ਦੱਸਿਆ ਕਿ ਕਈ ਸਾਲਾਂ ਤੋਂ ਇਹ ਸਮੱਸਿਆ ਬਣੀ ਹੋਈ ਹੈ ਪਰ ਪ੍ਰਸ਼ਾਸਨ ਵਲੋਂ [264, 274, 342, 323]
gku-course-item: M.Sc. (Agriculture) Agriculture Extension [276, 767, 364, 786]
truck-shape [120, 182, 190, 222]
school-headline-1: ਮੁੱਖ ਮੰਤਰੀ ਭਗਵੰਤ ਮਾਨ 11 ਨੂੰ ਸੰਗਰੂਰ 'ਚ ਲਗਾਇਆ [18, 450, 192, 460]
pension-photo-caption: ਪੈਨਸ਼ਨਰ ਐਸੋਸੀਏਸ਼ਨ ਦੇ ਮੈਂਬਰ ਪੰਜਾਬ ਸਰਕਾਰ ਦੀ ਅਰਥੀ ਸਾੜਦੇ ਹੋਏ। -ਤਸਵੀਰ: ਸਿੰਘ [232, 550, 341, 562]
portrait [20, 722, 56, 764]
table-cell: 423.23 [535, 840, 561, 866]
iol-footer [371, 1031, 671, 1073]
lottery-dealer-line: Amritsar : 98141-32456 [185, 1055, 241, 1060]
gku-accredited: Accredited with Punjab State Council of Agricultural Education [190, 651, 360, 656]
table-cell [388, 762, 458, 788]
